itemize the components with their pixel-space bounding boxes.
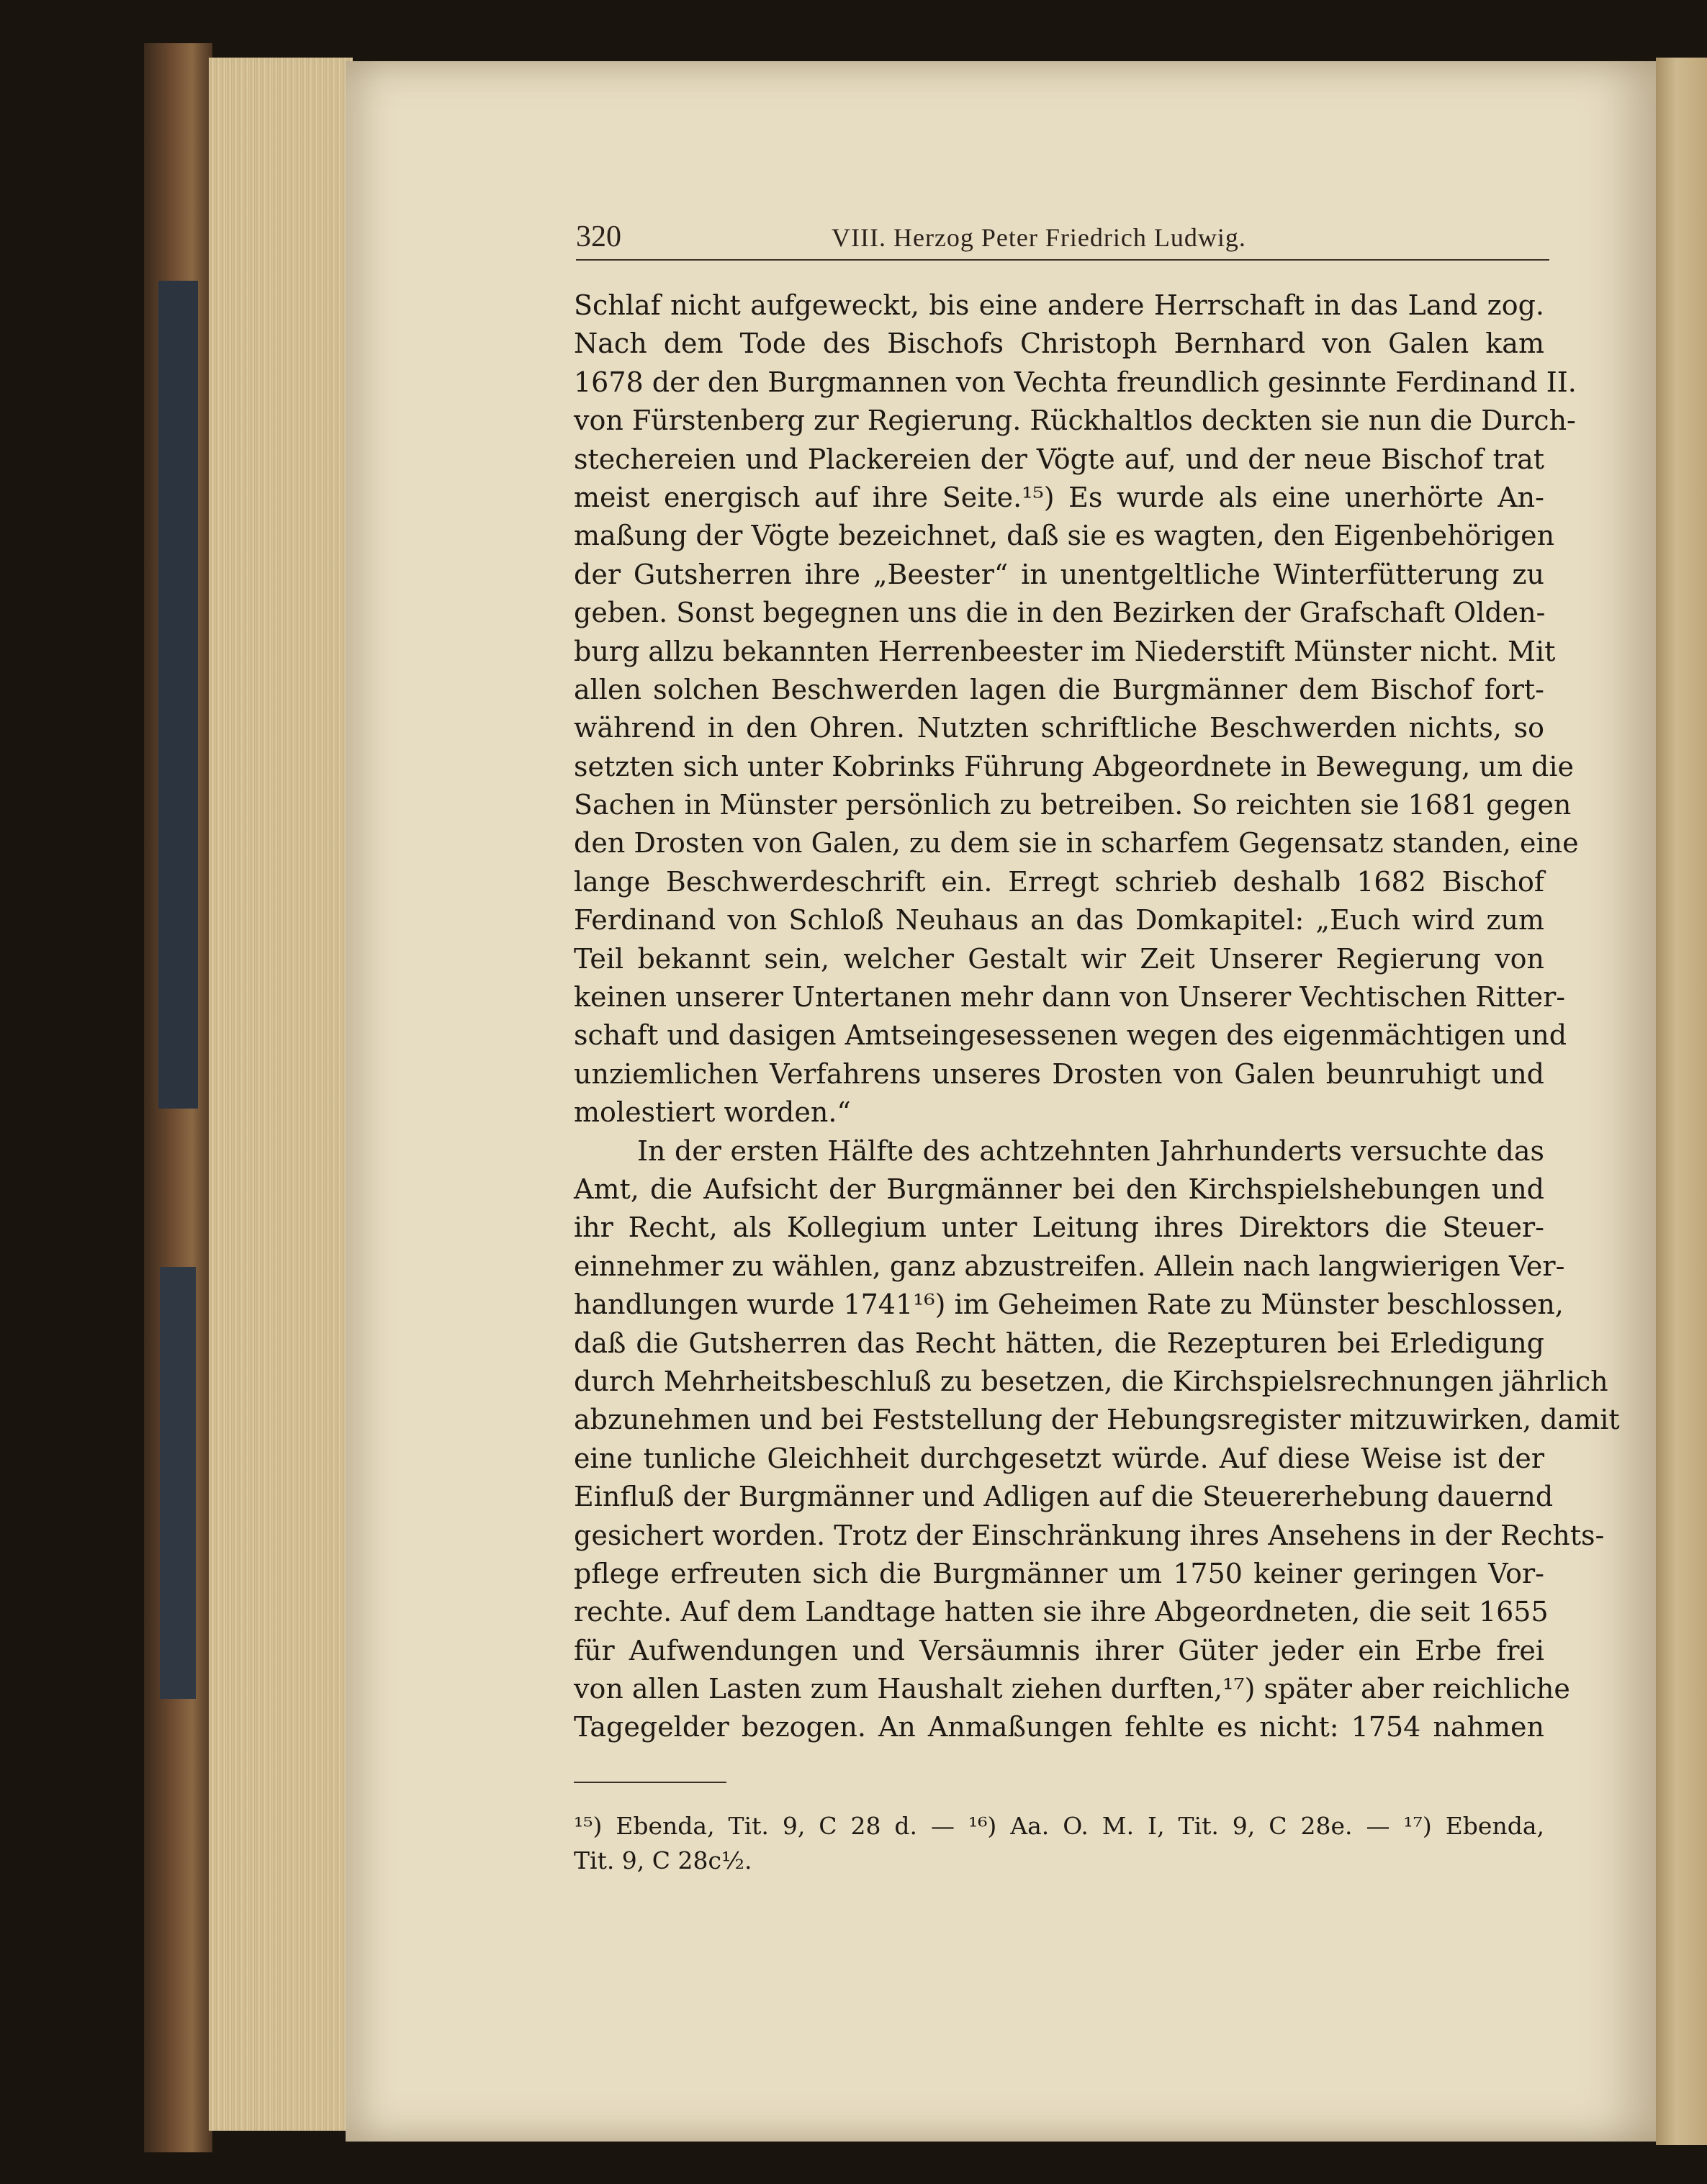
footnotes [574, 1809, 1544, 1878]
text-line: lange Beschwerdeschrift ein. Erregt schrieb deshalb 1682 Bischof [574, 865, 1544, 898]
book-binding [144, 43, 212, 2152]
footnote-line: Tit. 9, C 28c½. [574, 1846, 752, 1874]
text-line: unziemlichen Verfahrens unseres Drosten von Galen beunruhigt und [574, 1057, 1544, 1090]
running-head: VIII. Herzog Peter Friedrich Ludwig. [832, 223, 1246, 252]
text-line: pflege erfreuten sich die Burgmänner um 1750 keiner geringen Vor- [574, 1557, 1544, 1589]
text-line: In der ersten Hälfte des achtzehnten Jahrhunderts versuchte das [637, 1134, 1544, 1167]
text-line: einnehmer zu wählen, ganz abzustreifen. Allein nach langwierigen Ver- [574, 1250, 1565, 1282]
text-line: für Aufwendungen und Versäumnis ihrer Güter jeder ein Erbe frei [574, 1634, 1544, 1666]
text-line: maßung der Vögte bezeichnet, daß sie es wagten, den Eigenbehörigen [574, 520, 1555, 552]
binding-cloth-lower [160, 1267, 196, 1699]
page-header [576, 220, 1548, 263]
text-line: stechereien und Plackereien der Vögte auf, und der neue Bischof trat [574, 443, 1544, 475]
text-line: meist energisch auf ihre Seite.¹⁵) Es wurde als eine unerhörte An- [574, 481, 1544, 513]
text-line: durch Mehrheitsbeschluß zu besetzen, die Kirchspielsrechnungen jährlich [574, 1365, 1608, 1397]
text-line: Teil bekannt sein, welcher Gestalt wir Zeit Unserer Regierung von [574, 942, 1544, 975]
page-number: 320 [576, 220, 621, 253]
header-rule [576, 259, 1549, 261]
text-line: der Gutsherren ihre „Beester“ in unentgeltliche Winterfütterung zu [574, 558, 1544, 590]
text-line: geben. Sonst begegnen uns die in den Bezirken der Grafschaft Olden- [574, 597, 1546, 629]
text-line: abzunehmen und bei Feststellung der Hebungsregister mitzuwirken, damit [574, 1404, 1620, 1436]
footnote-rule [574, 1782, 726, 1783]
text-line: gesichert worden. Trotz der Einschränkung ihres Ansehens in der Rechts- [574, 1519, 1605, 1551]
text-line: während in den Ohren. Nutzten schriftliche Beschwerden nichts, so [574, 712, 1544, 744]
text-line: Tagegelder bezogen. An Anmaßungen fehlte es nicht: 1754 nahmen [574, 1711, 1544, 1743]
text-line: Ferdinand von Schloß Neuhaus an das Domkapitel: „Euch wird zum [574, 904, 1544, 937]
body-text [574, 286, 1620, 1747]
text-line: molestiert worden.“ [574, 1096, 851, 1129]
text-line: Nach dem Tode des Bischofs Christoph Bernhard von Galen kam [574, 328, 1544, 360]
binding-cloth [158, 281, 198, 1109]
text-line: den Drosten von Galen, zu dem sie in scharfem Gegensatz standen, eine [574, 827, 1579, 859]
text-line: allen solchen Beschwerden lagen die Burgmänner dem Bischof fort- [574, 673, 1544, 705]
text-line: Sachen in Münster persönlich zu betreiben. So reichten sie 1681 gegen [574, 789, 1572, 821]
footnote-line: ¹⁵) Ebenda, Tit. 9, C 28 d. — ¹⁶) Aa. O. M. I, Tit. 9, C 28e. — ¹⁷) Ebenda, [574, 1812, 1544, 1840]
text-line: 1678 der den Burgmannen von Vechta freundlich gesinnte Ferdinand II. [574, 366, 1577, 398]
text-line: von allen Lasten zum Haushalt ziehen durften,¹⁷) später aber reichliche [574, 1673, 1570, 1705]
text-line: burg allzu bekannten Herrenbeester im Niederstift Münster nicht. Mit [574, 635, 1556, 667]
text-line: ihr Recht, als Kollegium unter Leitung ihres Direktors die Steuer- [574, 1211, 1544, 1244]
text-line: schaft und dasigen Amtseingesessenen wegen des eigenmächtigen und [574, 1019, 1567, 1052]
text-line: setzten sich unter Kobrinks Führung Abgeordnete in Bewegung, um die [574, 750, 1575, 782]
page-edges [209, 58, 353, 2131]
text-line: Einfluß der Burgmänner und Adligen auf die Steuererhebung dauernd [574, 1481, 1554, 1513]
text-line: eine tunliche Gleichheit durchgesetzt würde. Auf diese Weise ist der [574, 1442, 1544, 1474]
text-line: keinen unserer Untertanen mehr dann von Unserer Vechtischen Ritter- [574, 981, 1566, 1014]
text-line: Schlaf nicht aufgeweckt, bis eine andere Herrschaft in das Land zog. [574, 289, 1544, 321]
facing-page-edge [1656, 58, 1707, 2145]
text-line: daß die Gutsherren das Recht hätten, die Rezepturen bei Erledigung [574, 1327, 1544, 1359]
text-line: handlungen wurde 1741¹⁶) im Geheimen Rate zu Münster beschlossen, [574, 1289, 1564, 1321]
text-line: von Fürstenberg zur Regierung. Rückhaltlos deckten sie nun die Durch- [574, 405, 1576, 437]
text-line: rechte. Auf dem Landtage hatten sie ihre Abgeordneten, die seit 1655 [574, 1596, 1549, 1628]
text-line: Amt, die Aufsicht der Burgmänner bei den Kirchspielshebungen und [574, 1173, 1544, 1205]
